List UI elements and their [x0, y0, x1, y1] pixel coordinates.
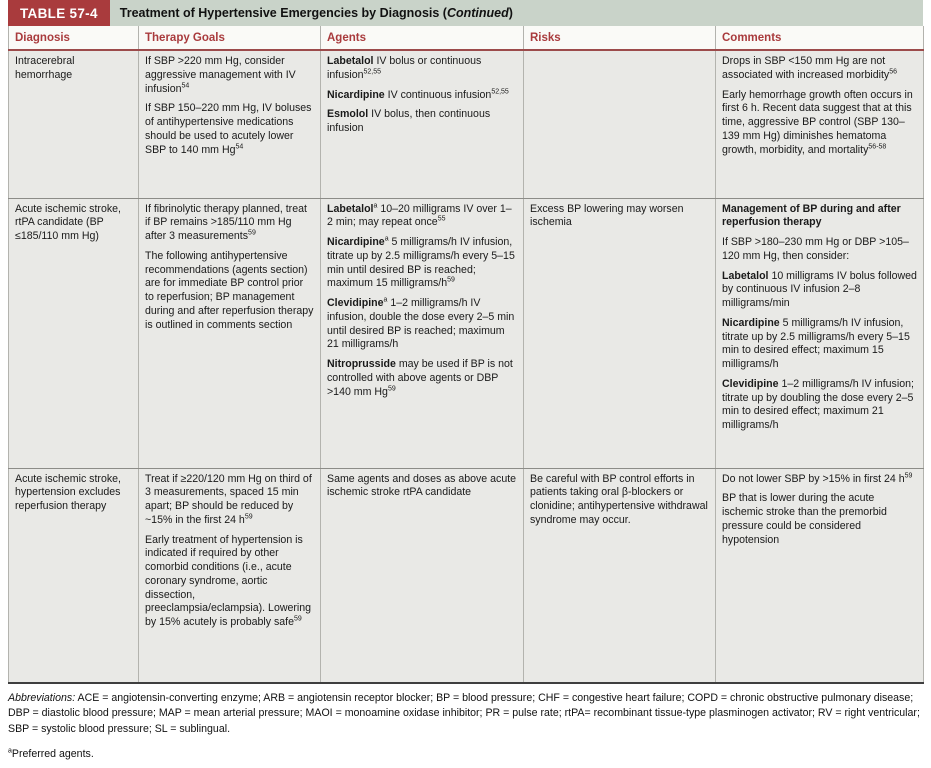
table-footer [8, 684, 923, 762]
text-segment: 1–2 milligrams/h IV infusion; titrate up by doubling the dose every 2–5 min to desired effect; maximum 21 milligrams/h [722, 377, 914, 432]
abbreviations-text: ACE = angiotensin-converting enzyme; ARB = angiotensin receptor blocker; BP = blood pressure; CHF = congestive heart failure; COPD = chronic obstructive pulmonary disease; DBP = diastolic blood pressure; MAP = mean arterial pressure; MAOI = monoamine oxidase inhibitor; PR = pulse rate; rtPA= recombinant tissue-type plasminogen activator; RV = right ventricular; SBP = systolic blood pressure; SL = sublingual. [8, 692, 920, 735]
cell-paragraph [15, 55, 132, 83]
text-segment: IV bolus or continuous infusion [327, 55, 482, 81]
table-cell-diagnosis [9, 468, 139, 683]
hypertensive-emergencies-table [8, 26, 924, 684]
text-segment: BP that is lower during the acute ischemic stroke than the premorbid pressure could be considered hypotension [722, 492, 887, 546]
text-segment: Labetalol [327, 55, 374, 67]
table-cell-diagnosis [9, 198, 139, 468]
table-cell-comments [716, 468, 924, 683]
cell-paragraph [145, 250, 314, 333]
text-segment: IV continuous infusion [384, 88, 492, 101]
table-cell-risks [524, 468, 716, 683]
table-cell-risks [524, 50, 716, 198]
reference-superscript: 55 [437, 215, 446, 223]
cell-paragraph [722, 270, 917, 311]
reference-superscript: a [373, 201, 378, 209]
text-segment: Excess BP lowering may worsen ischemia [530, 202, 684, 229]
cell-paragraph [327, 89, 517, 103]
text-segment: Do not lower SBP by >15% in first 24 h [722, 472, 905, 485]
footnote-preferred-agents [8, 747, 923, 762]
reference-superscript: a [384, 235, 389, 243]
reference-superscript: 56-58 [868, 143, 887, 151]
table-cell-therapy-goals [139, 198, 321, 468]
text-segment: Nicardipine [722, 316, 780, 329]
cell-paragraph [530, 473, 709, 528]
cell-paragraph [327, 473, 517, 501]
cell-paragraph [722, 473, 917, 487]
column-header-risks: Risks [524, 26, 716, 50]
cell-paragraph [15, 473, 132, 514]
footnote-marker: a [8, 747, 12, 755]
text-segment: Intracerebral hemorrhage [15, 55, 75, 81]
table-cell-therapy-goals [139, 468, 321, 683]
table-title-text: Treatment of Hypertensive Emergencies by Diagnosis ( [119, 6, 447, 20]
table-number-tag: TABLE 57-4 [8, 0, 110, 26]
text-segment: The following antihypertensive recommendations (agents section) are for immediate BP control prior to reperfusion; BP management during and after reperfusion therapy is outlined in comments section [145, 249, 314, 331]
abbreviations [8, 691, 923, 737]
text-segment: Same agents and doses as above acute ischemic stroke rtPA candidate [327, 472, 517, 499]
reference-superscript: 59 [447, 276, 455, 284]
cell-paragraph [145, 203, 314, 244]
reference-superscript: 59 [904, 471, 913, 479]
table-row [9, 50, 924, 198]
text-segment: Drops in SBP <150 mm Hg are not associated with increased morbidity [722, 55, 890, 81]
reference-superscript: 54 [181, 82, 190, 89]
text-segment: 5 milligrams/h IV infusion, titrate up by 2.5 milligrams/h every 5–15 min to desired effect; maximum 15 milligrams/h [722, 316, 910, 371]
text-segment: Nitroprusside [327, 358, 396, 371]
reference-superscript: 56 [889, 68, 898, 76]
text-segment: Clevidipine [722, 377, 779, 390]
text-segment: Labetalol [327, 202, 374, 215]
abbreviations-label: Abbreviations: [8, 692, 76, 704]
cell-paragraph [145, 102, 314, 157]
reference-superscript: a [383, 296, 388, 304]
table-title [110, 0, 513, 26]
cell-paragraph [327, 203, 517, 231]
column-header-comments: Comments [716, 26, 924, 50]
cell-paragraph [722, 55, 917, 83]
text-segment: Labetalol [722, 269, 769, 282]
table-cell-agents [321, 198, 524, 468]
text-segment: Acute ischemic stroke, hypertension excludes reperfusion therapy [15, 472, 121, 513]
cell-paragraph [327, 358, 517, 399]
column-header-diagnosis: Diagnosis [9, 26, 139, 50]
text-segment: Nicardipine [327, 88, 385, 101]
cell-paragraph [530, 203, 709, 231]
text-segment: Be careful with BP control efforts in patients taking oral β-blockers or clonidine; antihypertensive withdrawal syndrome may occur. [530, 472, 708, 526]
text-segment: Treat if ≥220/120 mm Hg on third of 3 measurements, spaced 15 min apart; BP should be reduced by ~15% in the first 24 h [145, 472, 312, 526]
table-cell-comments [716, 50, 924, 198]
cell-paragraph [722, 378, 917, 433]
cell-paragraph [327, 108, 517, 136]
reference-superscript: 59 [387, 385, 396, 393]
cell-paragraph [327, 55, 517, 83]
cell-paragraph [145, 534, 314, 630]
text-segment: If SBP >220 mm Hg, consider aggressive management with IV infusion [145, 55, 296, 95]
column-header-row [9, 26, 924, 50]
column-header-therapy-goals: Therapy Goals [139, 26, 321, 50]
text-segment: may be used if BP is not controlled with above agents or DBP >140 mm Hg [327, 358, 513, 398]
text-segment: If SBP 150–220 mm Hg, IV boluses of antihypertensive medications should be used to acutely lower SBP to 140 mm Hg [145, 102, 312, 156]
text-segment: Esmolol [327, 108, 369, 121]
table-cell-agents [321, 50, 524, 198]
footnote-text: Preferred agents. [11, 748, 94, 761]
text-segment: Nicardipine [327, 236, 385, 249]
cell-paragraph [722, 492, 917, 547]
reference-superscript: 59 [244, 513, 253, 521]
table-row [9, 198, 924, 468]
reference-superscript: 52,55 [491, 88, 509, 95]
reference-superscript: 52,55 [363, 68, 382, 76]
table-cell-comments [716, 198, 924, 468]
text-segment: Early hemorrhage growth often occurs in first 6 h. Recent data suggest that at this time, aggressive BP control (SBP 130–139 mm Hg) diminishes hematoma growth, morbidity, and mortality [722, 88, 913, 156]
cell-paragraph [15, 203, 132, 244]
reference-superscript: 59 [294, 615, 302, 623]
text-segment: 10 milligrams IV bolus followed by continuous IV infusion 2–8 milligrams/min [722, 269, 917, 310]
table-title-suffix: ) [508, 6, 513, 20]
reference-superscript: 54 [235, 143, 244, 151]
text-segment: If SBP >180–230 mm Hg or DBP >105–120 mm Hg, then consider: [722, 236, 909, 262]
text-segment: 10–20 milligrams IV over 1–2 min; may repeat once [327, 202, 512, 229]
reference-superscript: 59 [248, 229, 256, 237]
table-row [9, 468, 924, 683]
text-segment: Acute ischemic stroke, rtPA candidate (BP ≤185/110 mm Hg) [15, 202, 121, 243]
column-header-agents: Agents [321, 26, 524, 50]
text-segment: 1–2 milligrams/h IV infusion, double the dose every 2–5 min until desired BP is reached; maximum 21 milligrams/h [327, 297, 515, 351]
text-segment: Clevidipine [327, 297, 384, 310]
cell-paragraph [722, 89, 917, 158]
cell-paragraph [145, 473, 314, 528]
cell-paragraph [722, 236, 917, 264]
table-body [9, 50, 924, 683]
cell-paragraph [145, 55, 314, 96]
text-segment: IV bolus, then continuous infusion [327, 108, 491, 135]
table-cell-risks [524, 198, 716, 468]
table-cell-agents [321, 468, 524, 683]
table-cell-diagnosis [9, 50, 139, 198]
text-segment: If fibrinolytic therapy planned, treat if BP remains >185/110 mm Hg after 3 measurements [145, 202, 307, 243]
cell-paragraph [327, 236, 517, 291]
text-segment: Management of BP during and after reperfusion therapy [722, 202, 901, 229]
table-cell-therapy-goals [139, 50, 321, 198]
text-segment: Early treatment of hypertension is indicated if required by other comorbid conditions (i.e., acute coronary syndrome, aortic dissection, preeclampsia/eclampsia). Lowering by 15% acutely is probably safe [145, 533, 312, 629]
cell-paragraph [722, 203, 917, 231]
cell-paragraph [722, 317, 917, 372]
table-title-bar [8, 0, 923, 26]
table-title-continued: Continued [446, 6, 509, 20]
cell-paragraph [327, 297, 517, 352]
text-segment: 5 milligrams/h IV infusion, titrate up by 2.5 milligrams/h every 5–15 min until desired BP is reached; maximum 15 milligrams/h [327, 236, 515, 290]
